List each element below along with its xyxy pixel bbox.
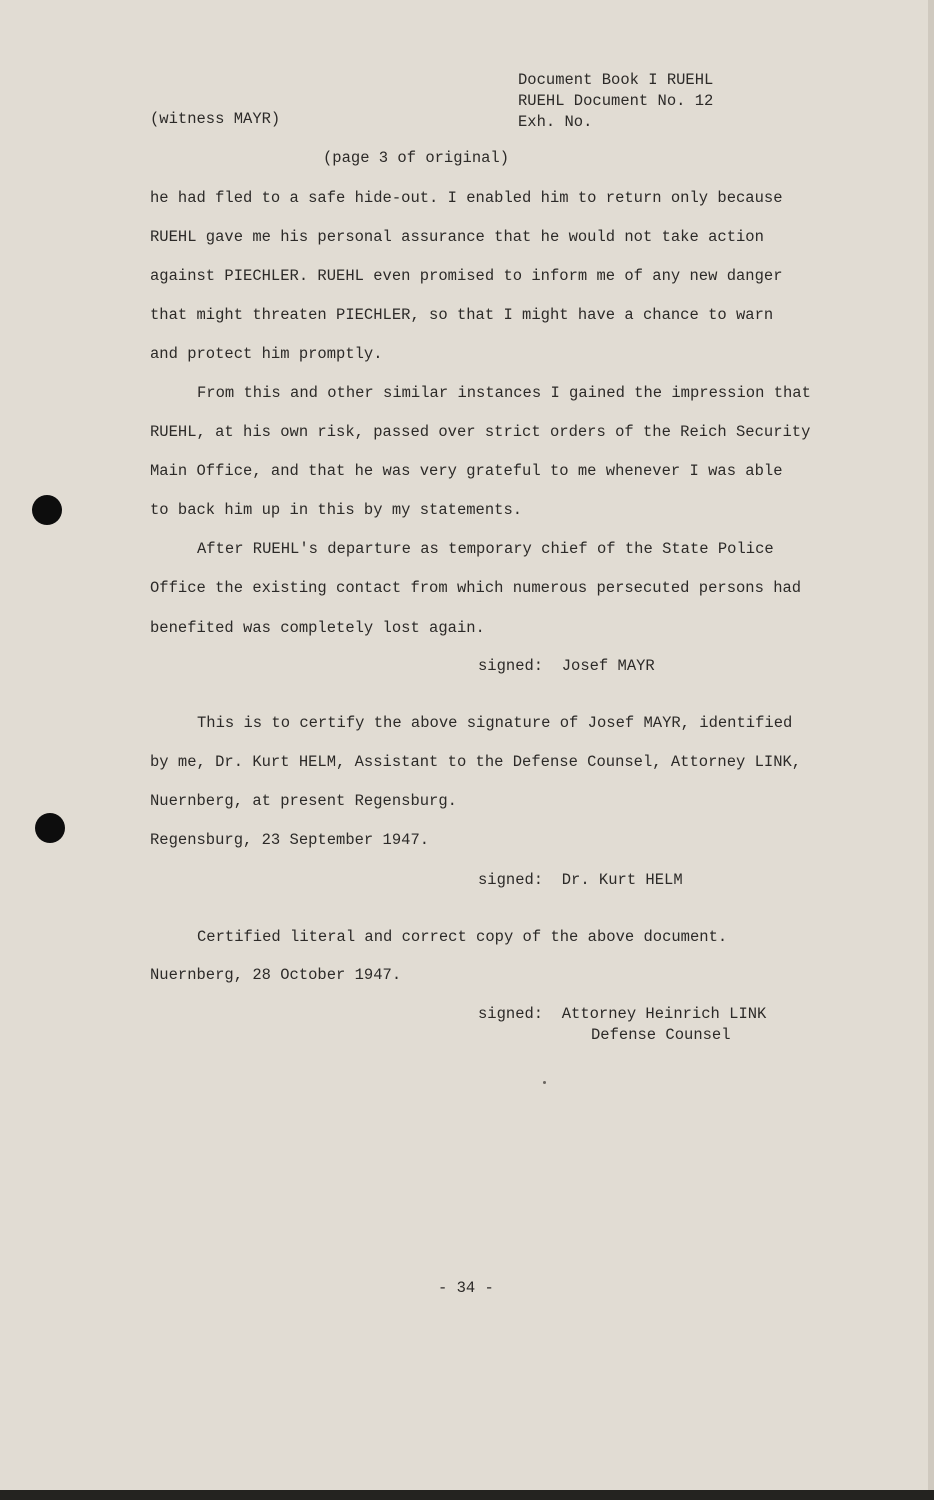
doc-number-line: RUEHL Document No. 12: [518, 92, 714, 110]
punch-hole-upper: [32, 495, 62, 525]
signature-mayr: signed: Josef MAYR: [478, 657, 655, 675]
paper-speck: [543, 1081, 546, 1084]
paragraph1-line: against PIECHLER. RUEHL even promised to inform me of any new danger: [150, 267, 783, 285]
copy-certification-line: Certified literal and correct copy of the above document.: [197, 928, 728, 946]
paragraph1-line: that might threaten PIECHLER, so that I might have a chance to warn: [150, 306, 774, 324]
copy-certification-date: Nuernberg, 28 October 1947.: [150, 966, 402, 984]
paragraph1-line: he had fled to a safe hide-out. I enabled him to return only because: [150, 189, 783, 207]
document-header: [518, 70, 713, 133]
doc-book-line: Document Book I RUEHL: [518, 71, 714, 89]
signature-helm: signed: Dr. Kurt HELM: [478, 871, 683, 889]
punch-hole-lower: [35, 813, 65, 843]
signature-link-title: Defense Counsel: [591, 1026, 731, 1044]
certification-line: by me, Dr. Kurt HELM, Assistant to the Defense Counsel, Attorney LINK,: [150, 753, 802, 771]
scan-border: [0, 1490, 934, 1500]
certification-date: Regensburg, 23 September 1947.: [150, 831, 430, 849]
certification-line: This is to certify the above signature of Josef MAYR, identified: [197, 714, 793, 732]
paragraph2-line: RUEHL, at his own risk, passed over strict orders of the Reich Security: [150, 423, 811, 441]
page-edge: [928, 0, 934, 1500]
paragraph1-line: RUEHL gave me his personal assurance that he would not take action: [150, 228, 764, 246]
paragraph3-line: After RUEHL's departure as temporary chief of the State Police: [197, 540, 774, 558]
page-number: - 34 -: [438, 1279, 494, 1297]
exhibit-number-line: Exh. No.: [518, 113, 593, 131]
signature-link: signed: Attorney Heinrich LINK: [478, 1005, 767, 1023]
paragraph3-line: Office the existing contact from which numerous persecuted persons had: [150, 579, 802, 597]
paragraph2-line: From this and other similar instances I gained the impression that: [197, 384, 811, 402]
paragraph3-line: benefited was completely lost again.: [150, 619, 485, 637]
witness-label: (witness MAYR): [150, 110, 281, 128]
paragraph2-line: Main Office, and that he was very grateful to me whenever I was able: [150, 462, 783, 480]
page-of-original: (page 3 of original): [323, 149, 510, 167]
paragraph2-line: to back him up in this by my statements.: [150, 501, 523, 519]
certification-line: Nuernberg, at present Regensburg.: [150, 792, 457, 810]
paragraph1-line: and protect him promptly.: [150, 345, 383, 363]
